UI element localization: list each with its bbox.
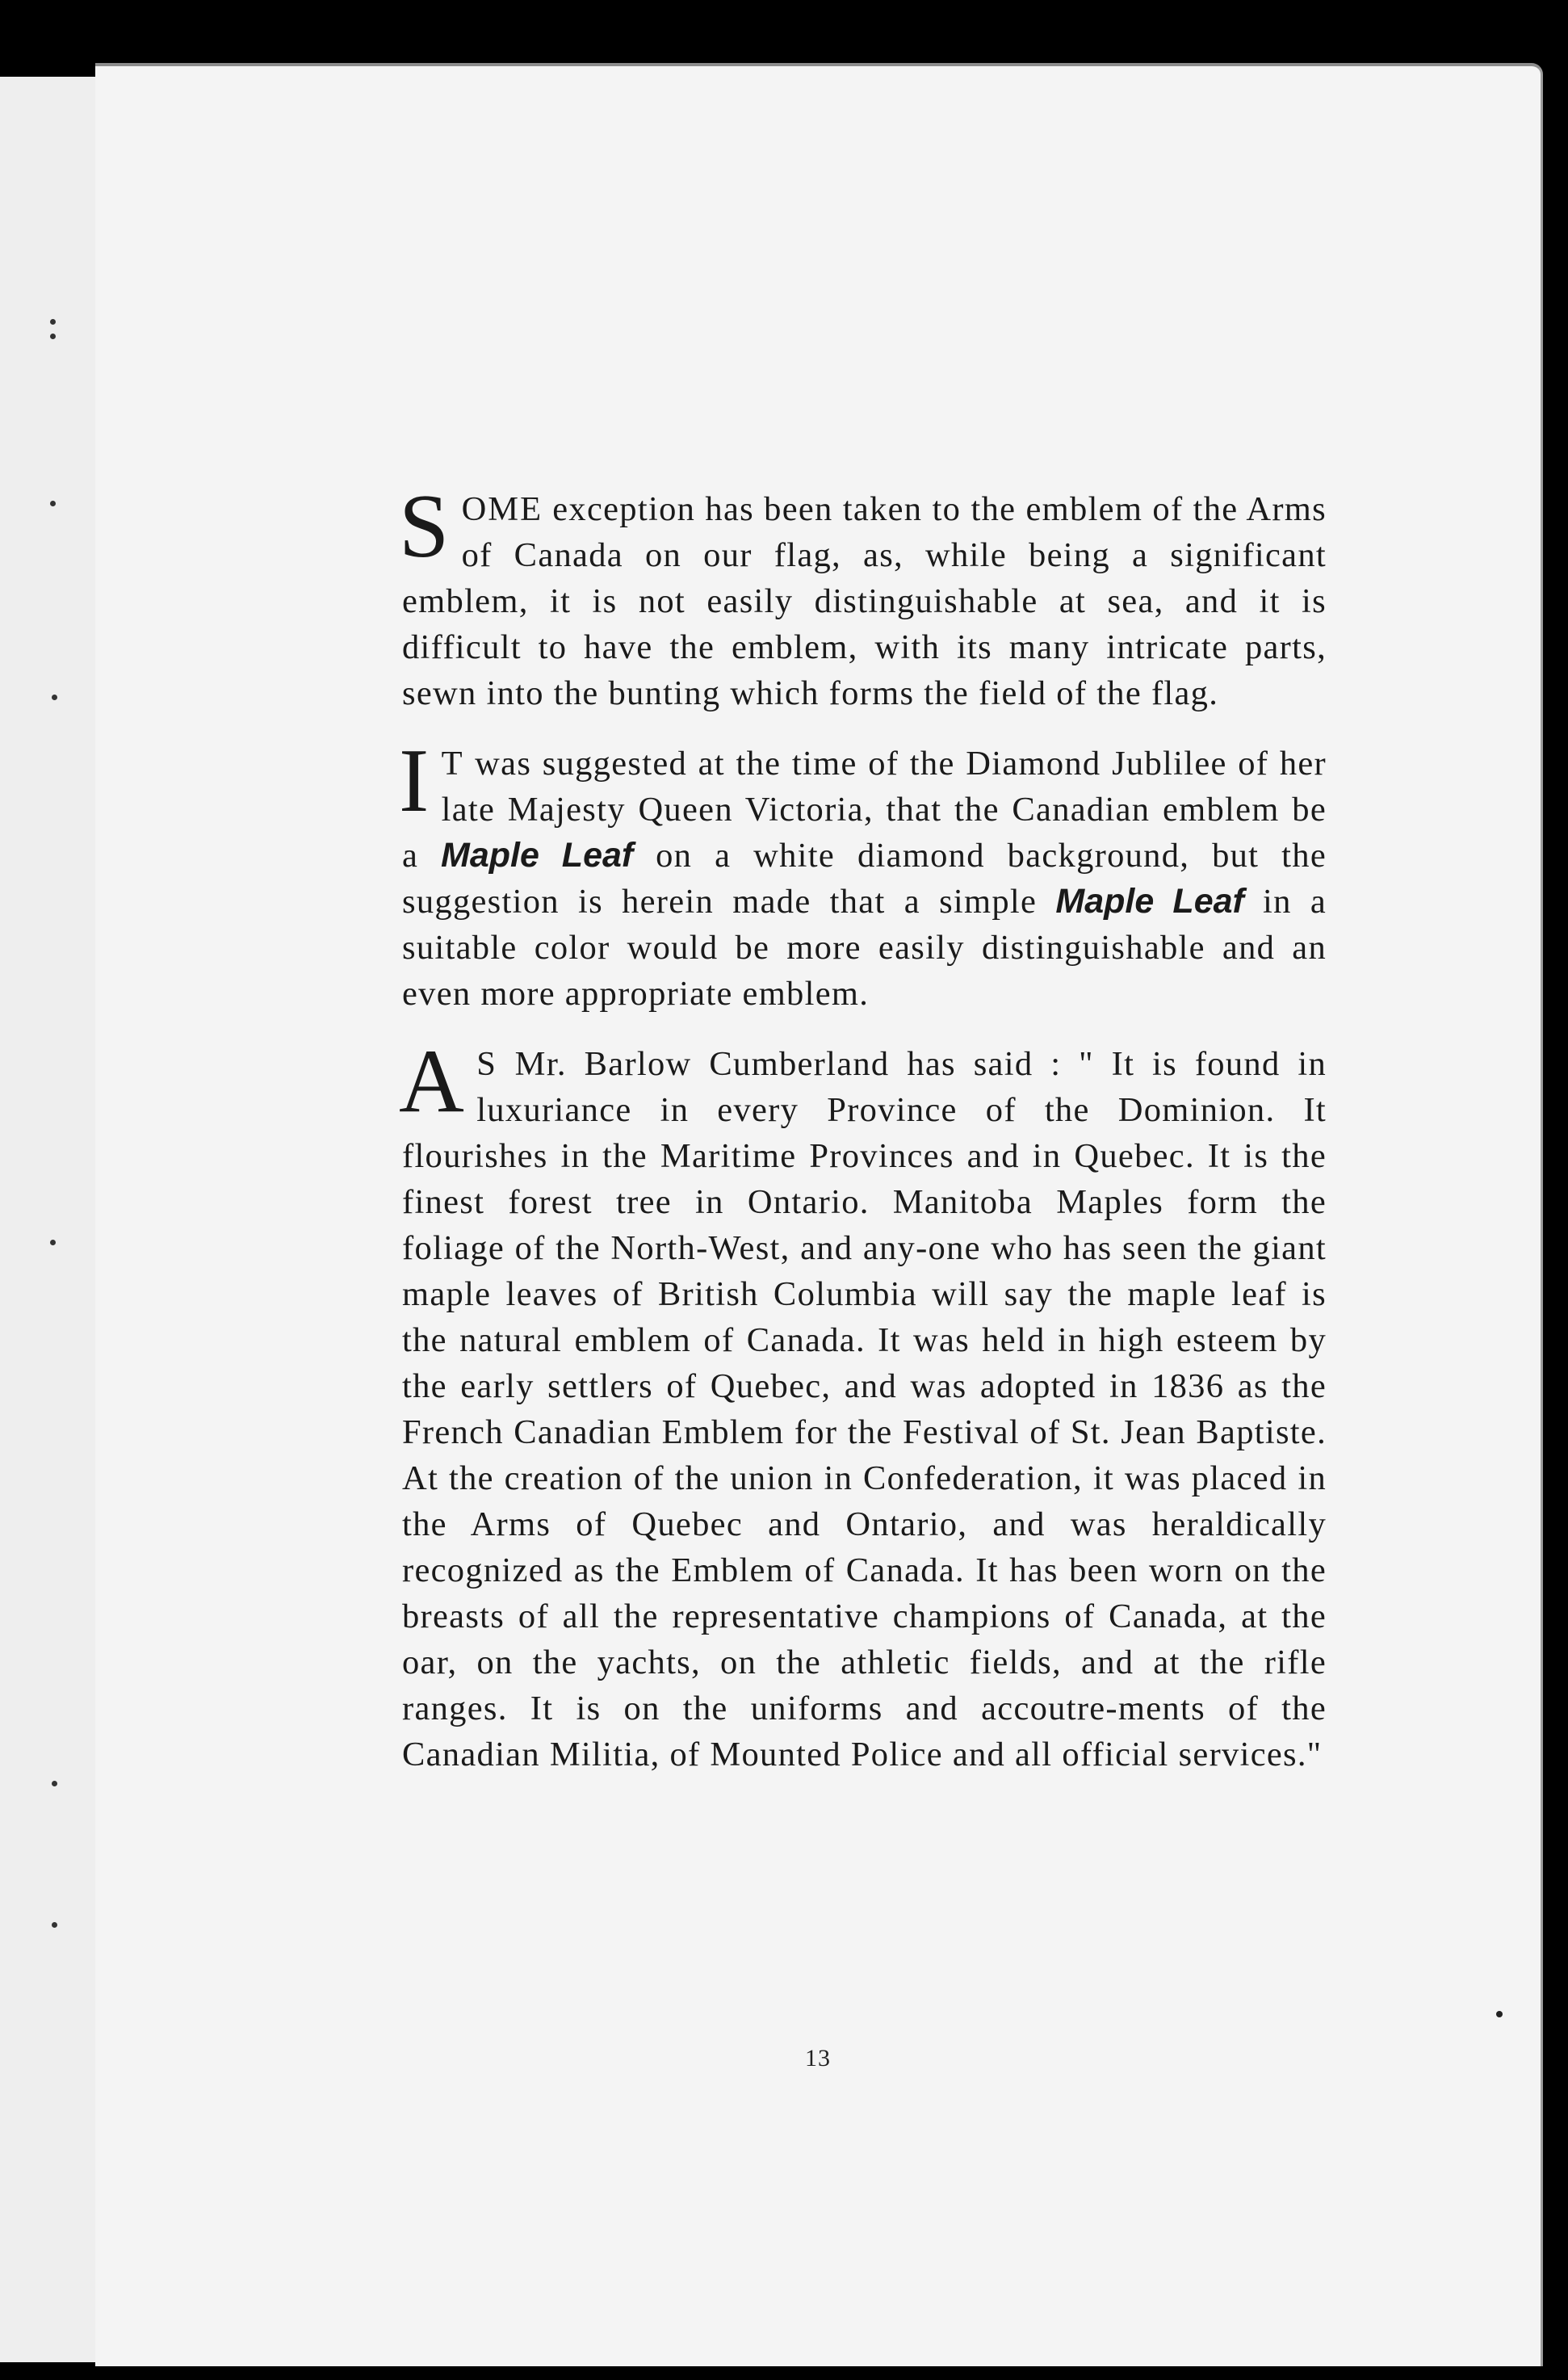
book-page: [95, 63, 1543, 2366]
lead-in: S: [476, 1045, 497, 1083]
drop-cap: I: [399, 731, 430, 831]
scan-speck: [52, 1922, 57, 1928]
facing-page-edge: [0, 77, 99, 2362]
text-run: Mr. Barlow Cumberland has said : " It is found in luxuriance in every Province of the Dominion. It flourishes in the Maritime Provinces and in Quebec. It is the finest forest tree in Ontario. Manitoba Maples form the foliage of the North-West, and any-one who has seen the giant maple leaves of British Columbia will say the maple leaf is the natural emblem of Canada. It was held in high esteem by the early settlers of Quebec, and was adopted in 1836 as the French Canadian Emblem for the Festival of St. Jean Baptiste. At the creation of the union in Confederation, it was placed in the Arms of Quebec and Ontario, and was heraldically recognized as the Emblem of Canada. It has been worn on the breasts of all the representative champions of Canada, at the oar, on the yachts, on the athletic fields, and at the rifle ranges. It is on the uniforms and accoutre-ments of the Canadian Militia, of Mounted Police and all official services.": [402, 1045, 1327, 1773]
text-run: exception has been taken to the emblem of the Arms of Canada on our flag, as, while being a significant emblem, it is not easily distinguishable at sea, and it is difficult to have the emblem, with its many intricate parts, sewn into the bunting which forms the field of the flag.: [402, 490, 1327, 712]
text-run: in a suitable color would be more easily distinguishable and an even more appropriate emblem.: [402, 883, 1327, 1013]
paragraph: [399, 476, 1327, 716]
emphasized-term: Maple Leaf: [1055, 882, 1244, 921]
lead-in: T: [441, 745, 464, 783]
lead-in: OME: [461, 490, 543, 528]
scan-speck: [50, 501, 56, 506]
emphasized-term: Maple Leaf: [441, 836, 634, 875]
scan-speck: [52, 695, 57, 700]
scan-speck: [50, 319, 56, 325]
paragraph: [399, 731, 1327, 1017]
drop-cap: A: [399, 1031, 466, 1131]
paragraph: [399, 1031, 1327, 1778]
scan-speck: [52, 1781, 57, 1786]
scan-speck: [50, 1240, 56, 1245]
body-text: [399, 476, 1327, 1802]
scan-speck: [1496, 2011, 1503, 2017]
text-run: on a white diamond background, but the suggestion is herein made that a simple: [402, 837, 1327, 921]
scan-speck: [50, 334, 56, 339]
drop-cap: S: [399, 476, 451, 577]
page-number: 13: [805, 2045, 831, 2071]
text-run: was suggested at the time of the Diamond Jublilee of her late Majesty Queen Victoria, that the Canadian emblem be a: [402, 745, 1327, 875]
